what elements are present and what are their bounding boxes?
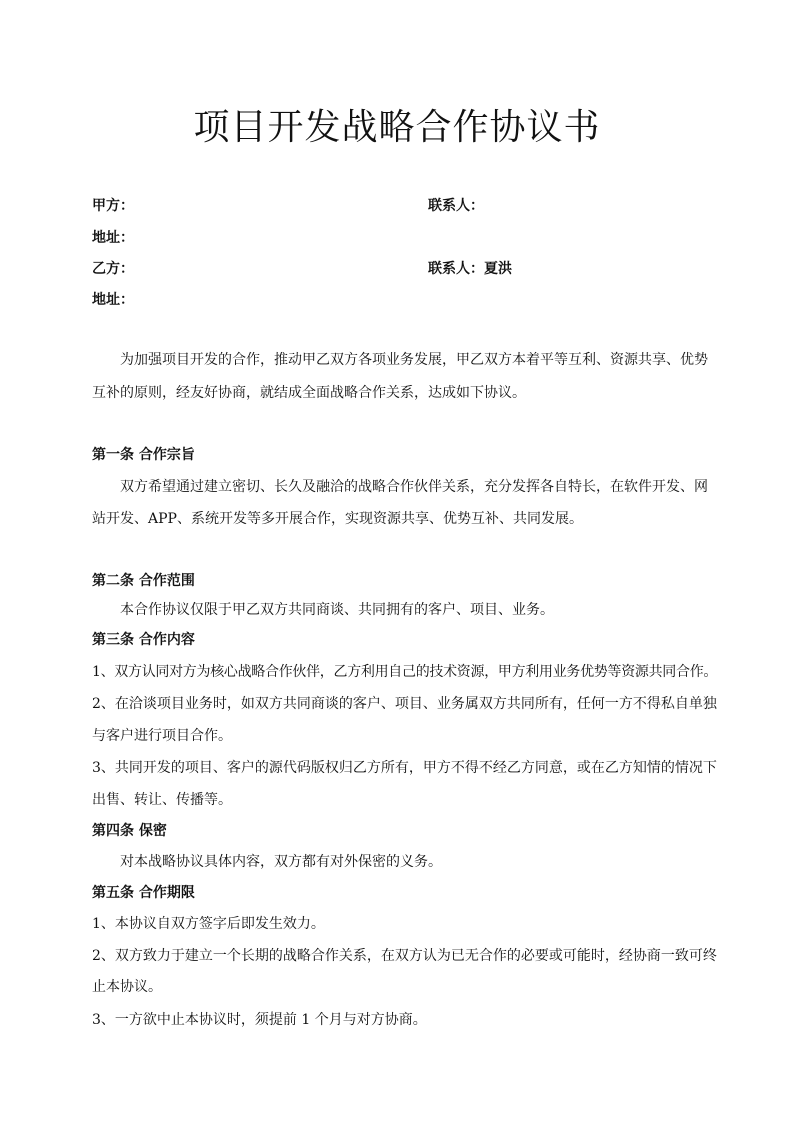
article-3-item: 2、在洽谈项目业务时，如双方共同商谈的客户、项目、业务属双方共同所有，任何一方不得私自单独 [92, 696, 717, 712]
intro-line: 为加强项目开发的合作，推动甲乙双方各项业务发展，甲乙双方本着平等互利、资源共享、优势 [120, 352, 708, 368]
article-3-heading: 第三条 合作内容 [92, 632, 195, 648]
address-a-label: 地址： [92, 230, 134, 246]
party-b-label: 乙方： [92, 261, 134, 277]
article-2-heading: 第二条 合作范围 [92, 573, 195, 589]
article-5-item: 2、双方致力于建立一个长期的战略合作关系，在双方认为已无合作的必要或可能时，经协商一致可终 [92, 948, 717, 964]
intro-line: 互补的原则，经友好协商，就结成全面战略合作关系，达成如下协议。 [92, 385, 526, 401]
article-3-item: 出售、转让、传播等。 [92, 792, 232, 808]
article-1-text: 双方希望通过建立密切、长久及融洽的战略合作伙伴关系，充分发挥各自特长，在软件开发、网 [120, 479, 708, 495]
article-4-text: 对本战略协议具体内容，双方都有对外保密的义务。 [120, 854, 442, 870]
article-5-item: 1、本协议自双方签字后即发生效力。 [92, 916, 325, 932]
document-title: 项目开发战略合作协议书 [193, 107, 601, 148]
article-5-item: 止本协议。 [92, 979, 162, 995]
contact-b-label: 联系人：夏洪 [428, 261, 512, 277]
party-a-label: 甲方： [92, 198, 134, 214]
article-3-item: 3、共同开发的项目、客户的源代码版权归乙方所有，甲方不得不经乙方同意，或在乙方知情的情况下 [92, 760, 717, 776]
article-3-item: 与客户进行项目合作。 [92, 728, 232, 744]
article-2-text: 本合作协议仅限于甲乙双方共同商谈、共同拥有的客户、项目、业务。 [120, 602, 554, 618]
address-b-label: 地址： [92, 292, 134, 308]
article-3-item: 1、双方认同对方为核心战略合作伙伴，乙方利用自己的技术资源，甲方利用业务优势等资源共同合作。 [92, 664, 718, 680]
contact-a-label: 联系人： [428, 198, 484, 214]
article-4-heading: 第四条 保密 [92, 823, 167, 839]
article-5-item: 3、一方欲中止本协议时，须提前 1 个月与对方协商。 [92, 1012, 427, 1028]
article-5-heading: 第五条 合作期限 [92, 885, 195, 901]
article-1-text: 站开发、APP、系统开发等多开展合作，实现资源共享、优势互补、共同发展。 [92, 511, 583, 527]
article-1-heading: 第一条 合作宗旨 [92, 447, 195, 463]
